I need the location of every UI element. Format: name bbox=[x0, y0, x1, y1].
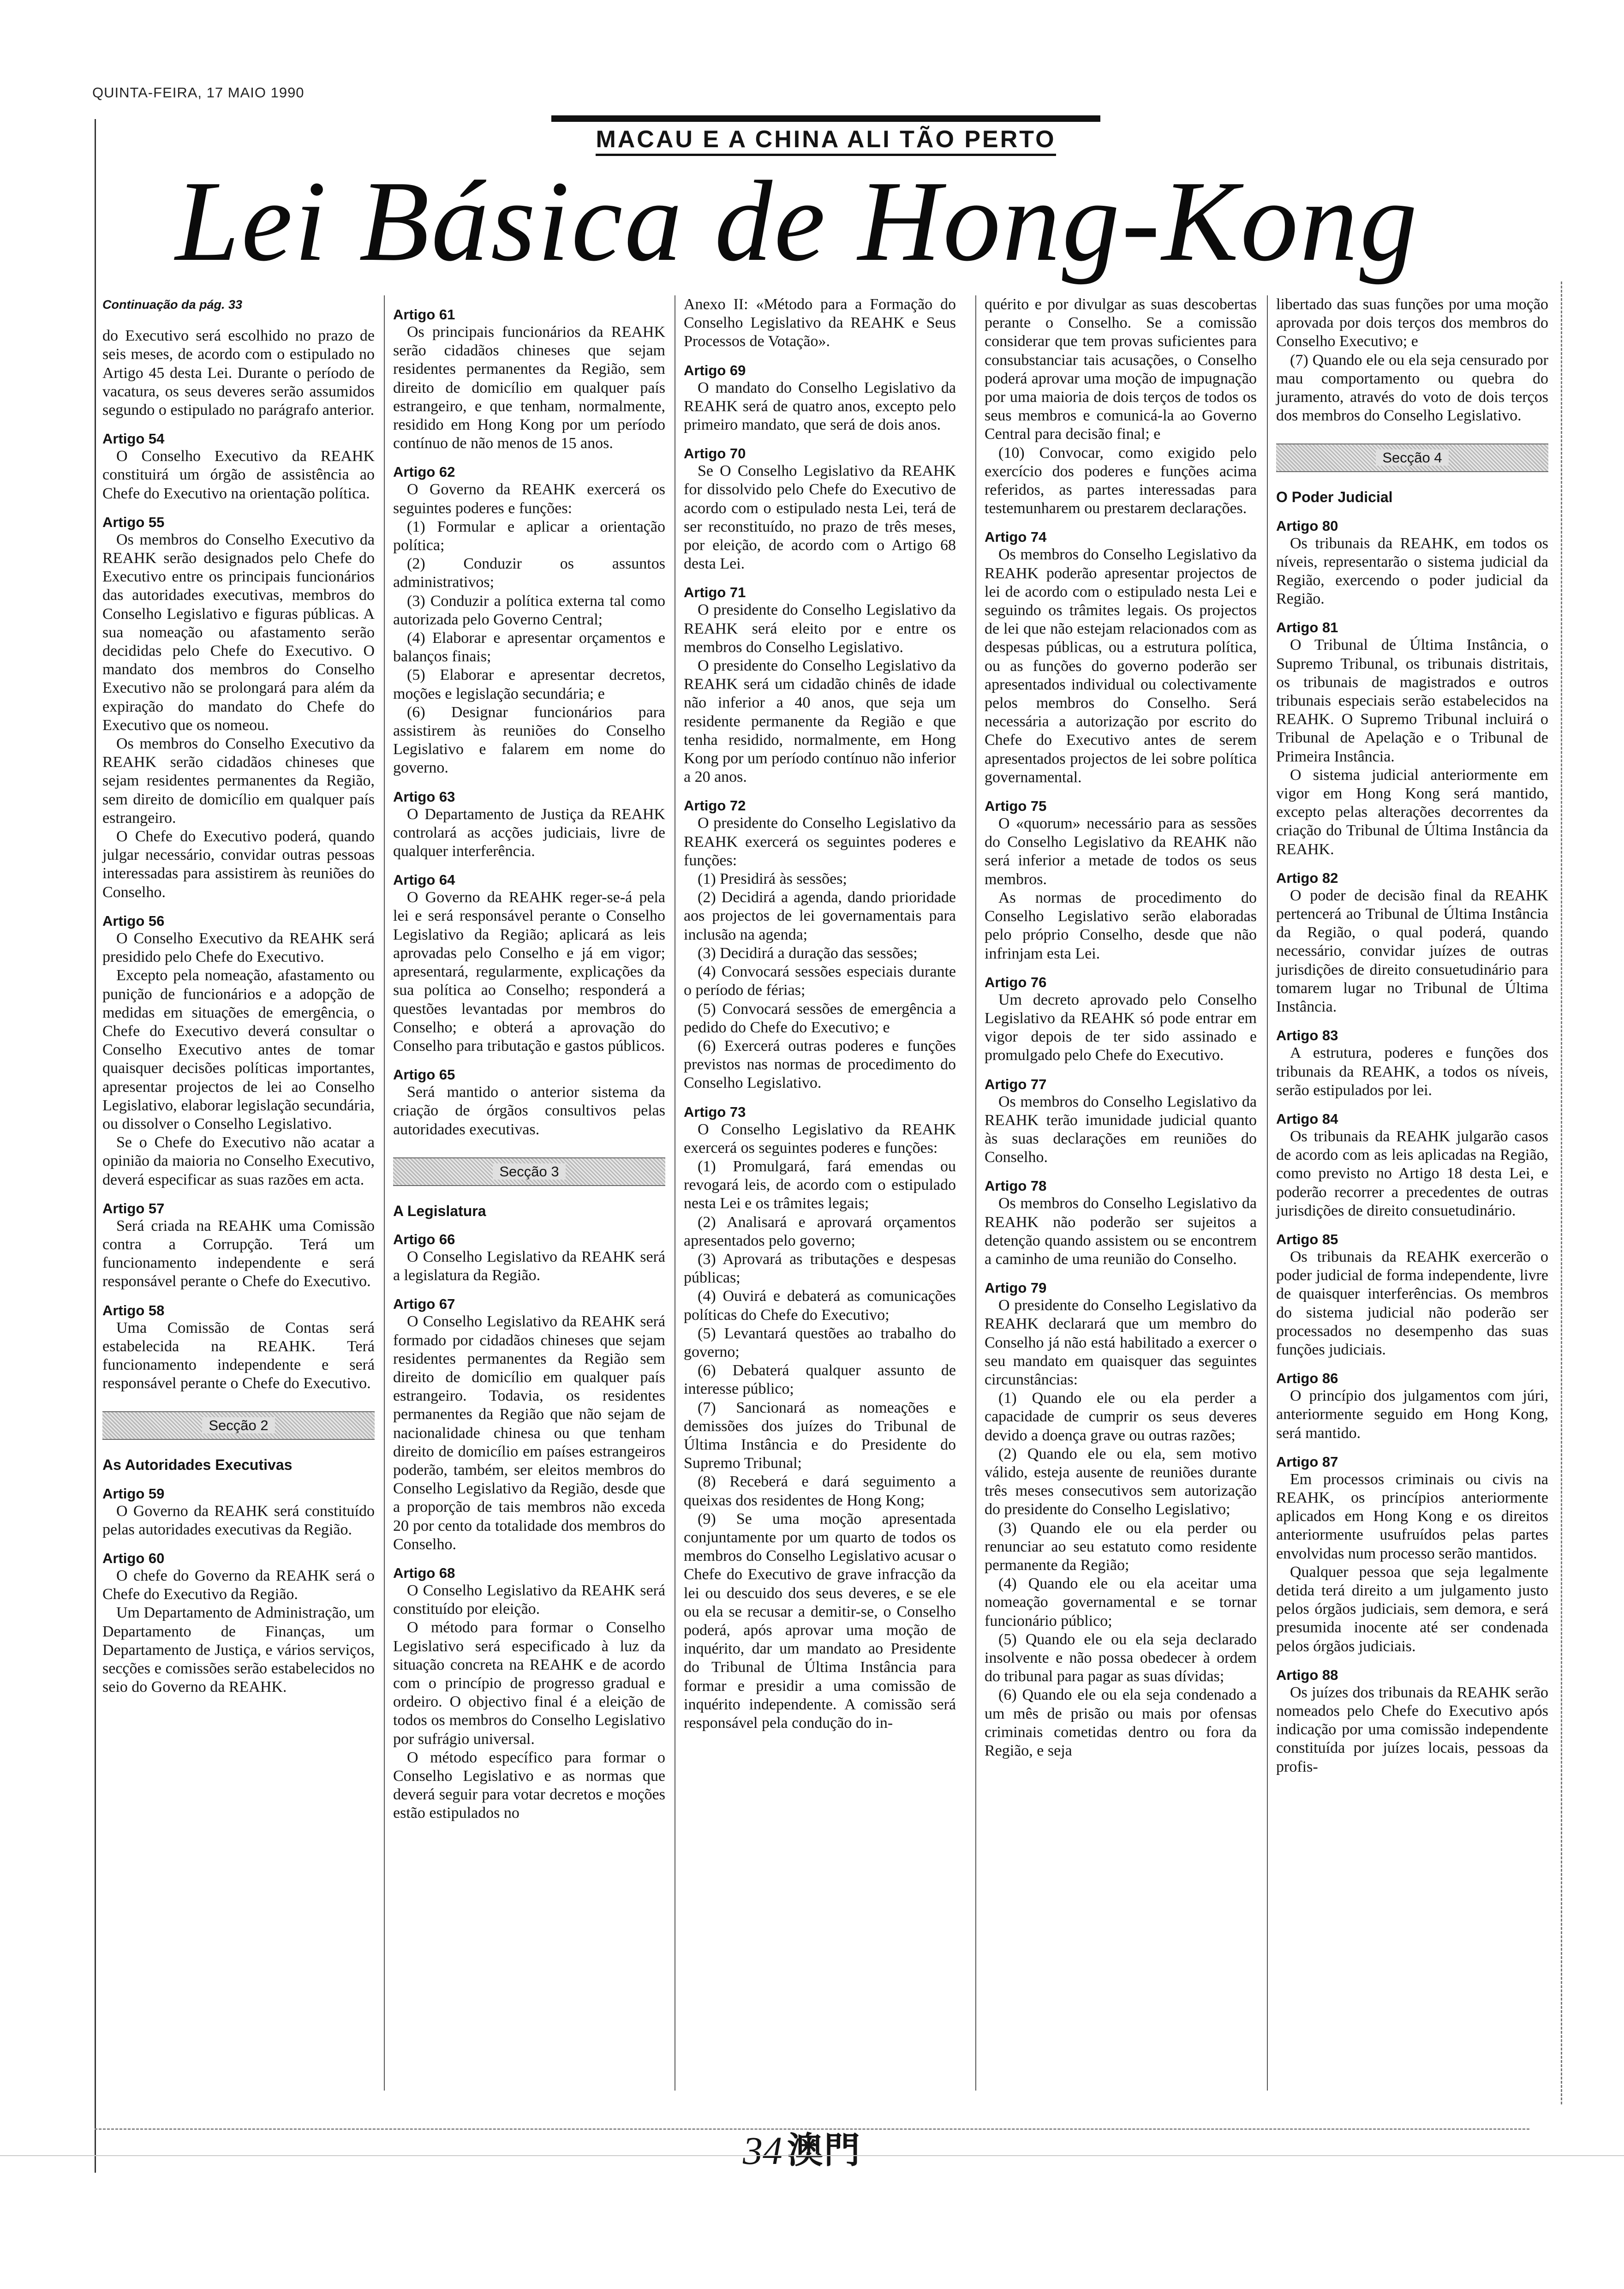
article-heading: Artigo 85 bbox=[1276, 1231, 1338, 1247]
paragraph: Qualquer pessoa que seja legalmente detida terá direito a um julgamento justo pelos órgãos judiciais, sem demora, e será presumida inocente até ser condenada pelos órgãos judiciais. bbox=[1276, 1563, 1548, 1655]
section-banner bbox=[102, 1411, 375, 1440]
paragraph: Uma Comissão de Contas será estabelecida na REAHK. Terá funcionamento independente e será responsável perante o Chefe do Executivo. bbox=[102, 1319, 375, 1392]
paragraph: Os membros do Conselho Executivo da REAHK serão cidadãos chineses que sejam residentes permanentes da Região, sem direito de domicílio em qualquer país estrangeiro. bbox=[102, 735, 375, 827]
article-heading: Artigo 65 bbox=[393, 1067, 455, 1083]
paragraph: Se o Chefe do Executivo não acatar a opinião da maioria no Conselho Executivo, deverá especificar as suas razões em acta. bbox=[102, 1134, 375, 1188]
paragraph: (5) Elaborar e apresentar decretos, moções e legislação secundária; e bbox=[393, 666, 665, 702]
section-title: O Poder Judicial bbox=[1276, 489, 1393, 506]
paragraph: (7) Sancionará as nomeações e demissões dos juízes do Tribunal de Última Instância e do Presidente do Supremo Tribunal; bbox=[684, 1399, 956, 1472]
article-heading: Artigo 74 bbox=[985, 529, 1047, 545]
section-banner bbox=[393, 1157, 665, 1186]
paragraph: (6) Exercerá outras poderes e funções previstos nas normas de procedimento do Conselho Legislativo. bbox=[684, 1037, 956, 1092]
article-heading: Artigo 72 bbox=[684, 797, 746, 814]
paragraph: quérito e por divulgar as suas descobertas perante o Conselho. Se a comissão considerar que tem provas suficientes para consubstanciar tais acusações, o Conselho poderá aprovar uma moção de impugnação por uma maioria de dois terços de todos os seus membros e comunicá-la ao Governo Central para decisão final; e bbox=[985, 296, 1257, 443]
article-heading: Artigo 62 bbox=[393, 464, 455, 480]
paragraph: (3) Aprovará as tributações e despesas públicas; bbox=[684, 1250, 956, 1287]
paragraph: Se O Conselho Legislativo da REAHK for dissolvido pelo Chefe do Executivo de acordo com o estipulado nesta Lei, terá de ser reconstituído, no prazo de três meses, por eleição, de acordo com o Artigo 68 desta Lei. bbox=[684, 462, 956, 573]
article-heading: Artigo 88 bbox=[1276, 1666, 1338, 1683]
article-heading: Artigo 81 bbox=[1276, 619, 1338, 636]
paragraph: O presidente do Conselho Legislativo da REAHK será um cidadão chinês de idade não inferior a 40 anos, que seja um residente permanente da Região e que tenha residido, normalmente, em Hong Kong por um período contínuo não inferior a 20 anos. bbox=[684, 657, 956, 786]
article-heading: Artigo 83 bbox=[1276, 1027, 1338, 1044]
paragraph: O «quorum» necessário para as sessões do Conselho Legislativo da REAHK não será inferior a metade de todos os seus membros. bbox=[985, 815, 1257, 888]
rubric-bar bbox=[551, 115, 1100, 122]
section-banner-label: Secção 3 bbox=[493, 1163, 565, 1180]
paragraph: (2) Conduzir os assuntos administrativos; bbox=[393, 555, 665, 591]
article-heading: Artigo 58 bbox=[102, 1302, 165, 1318]
paragraph: (1) Quando ele ou ela perder a capacidade de cumprir os seus deveres devido a doença grave ou outras razões; bbox=[985, 1390, 1257, 1444]
paragraph: (6) Designar funcionários para assistirem às reuniões do Conselho Legislativo e falarem em nome do governo. bbox=[393, 703, 665, 777]
article-heading: Artigo 87 bbox=[1276, 1453, 1338, 1470]
headline: Lei Básica de Hong-Kong bbox=[175, 157, 1419, 285]
paragraph: Os membros do Conselho Legislativo da REAHK poderão apresentar projectos de lei de acordo com o estipulado nesta Lei e seguindo os trâmites legais. Os projectos de lei que não estejam relacionados com as despesas públicas, ou a estrutura política, ou as funções do governo poderão ser apresentados individual ou colectivamente pelos membros do Conselho. Será necessária a autorização por escrito do Chefe do Executivo antes de serem apresentados projectos de lei sobre política governamental. bbox=[985, 546, 1257, 786]
paragraph: (3) Quando ele ou ela perder ou renunciar ao seu estatuto como residente permanente da Região; bbox=[985, 1519, 1257, 1574]
paragraph: (5) Convocará sessões de emergência a pedido do Chefe do Executivo; e bbox=[684, 1000, 956, 1036]
article-heading: Artigo 77 bbox=[985, 1076, 1047, 1092]
column-rule bbox=[384, 295, 385, 2091]
section-banner-label: Secção 4 bbox=[1376, 449, 1448, 466]
article-heading: Artigo 56 bbox=[102, 912, 165, 929]
paragraph: (1) Presidirá às sessões; bbox=[698, 870, 847, 888]
paragraph: O presidente do Conselho Legislativo da REAHK será eleito por e entre os membros do Conselho Legislativo. bbox=[684, 601, 956, 656]
article-heading: Artigo 73 bbox=[684, 1103, 746, 1120]
text-column-2 bbox=[393, 295, 665, 1823]
section-banner bbox=[1276, 443, 1548, 472]
paragraph: O Conselho Legislativo da REAHK será formado por cidadãos chineses que sejam residentes permanentes da Região sem direito de domicílio em qualquer país estrangeiro. Todavia, os residentes permanentes da Região que não sejam de nacionalidade chinesa ou que tenham direito de domicílio em países estrangeiros poderão, também, ser eleitos membros do Conselho Legislativo da Região, desde que a proporção de tais membros não exceda 20 por cento da totalidade dos membros do Conselho. bbox=[393, 1313, 665, 1553]
section-rubric-text: MACAU E A CHINA ALI TÃO PERTO bbox=[596, 126, 1056, 156]
paragraph: O Governo da REAHK será constituído pelas autoridades executivas da Região. bbox=[102, 1502, 375, 1538]
masthead-logo: 澳門 bbox=[787, 2130, 861, 2171]
paragraph: Os tribunais da REAHK julgarão casos de acordo com as leis aplicadas na Região, como previsto no Artigo 18 desta Lei, e poderão recorrer a precedentes de outras jurisdições de direito consuetudinário. bbox=[1276, 1127, 1548, 1219]
paragraph: Em processos criminais ou civis na REAHK, os princípios anteriormente aplicados em Hong Kong e os direitos anteriormente usufruídos pelas partes envolvidas num processo serão mantidos. bbox=[1276, 1470, 1548, 1562]
article-heading: Artigo 67 bbox=[393, 1296, 455, 1312]
paragraph: Os membros do Conselho Legislativo da REAHK terão imunidade judicial quanto às suas declarações em reuniões do Conselho. bbox=[985, 1093, 1257, 1166]
text-column-3 bbox=[684, 295, 956, 1732]
section-banner-label: Secção 2 bbox=[202, 1417, 275, 1433]
paragraph: O Tribunal de Última Instância, o Supremo Tribunal, os tribunais distritais, os tribunais de magistrados e outros tribunais especiais serão estabelecidos na REAHK. O Supremo Tribunal incluirá o Tribunal de Apelação e o Tribunal de Primeira Instância. bbox=[1276, 636, 1548, 765]
paragraph: O mandato do Conselho Legislativo da REAHK será de quatro anos, excepto pelo primeiro mandato, que será de dois anos. bbox=[684, 379, 956, 434]
paragraph: O princípio dos julgamentos com júri, anteriormente seguido em Hong Kong, será mantido. bbox=[1276, 1387, 1548, 1442]
paragraph: O Conselho Legislativo da REAHK exercerá os seguintes poderes e funções: bbox=[684, 1121, 956, 1156]
paragraph: O sistema judicial anteriormente em vigor em Hong Kong será mantido, excepto pelas alterações decorrentes da criação do Tribunal de Última Instância da REAHK. bbox=[1276, 766, 1548, 858]
section-rubric bbox=[551, 126, 1100, 153]
article-heading: Artigo 60 bbox=[102, 1550, 165, 1566]
paragraph: do Executivo será escolhido no prazo de seis meses, de acordo com o estipulado no Artigo 45 desta Lei. Durante o período de vacatura, os seus deveres serão assumidos segundo o estipulado no parágrafo anterior. bbox=[102, 327, 375, 419]
article-heading: Artigo 57 bbox=[102, 1200, 165, 1216]
paragraph: O Conselho Executivo da REAHK será presidido pelo Chefe do Executivo. bbox=[102, 929, 375, 966]
article-heading: Artigo 70 bbox=[684, 445, 746, 462]
paragraph: (4) Elaborar e apresentar orçamentos e balanços finais; bbox=[393, 629, 665, 665]
paragraph: (9) Se uma moção apresentada conjuntamente por um quarto de todos os membros do Conselho Legislativo acusar o Chefe do Executivo de grave infracção da lei ou descuido dos seus deveres, e se ele ou ela se recusar a demitir-se, o Conselho poderá, após aprovar uma moção de inquérito, dar um mandato ao Presidente do Tribunal de Última Instância para formar e presidir a uma comissão de inquérito independente. A comissão será responsável pela condução do in- bbox=[684, 1510, 956, 1732]
paragraph: Será mantido o anterior sistema da criação de órgãos consultivos pelas autoridades executivas. bbox=[393, 1084, 665, 1138]
paragraph: Anexo II: «Método para a Formação do Conselho Legislativo da REAHK e Seus Processos de Votação». bbox=[684, 296, 956, 350]
article-heading: Artigo 75 bbox=[985, 798, 1047, 815]
paragraph: O Conselho Legislativo da REAHK será a legislatura da Região. bbox=[393, 1248, 665, 1284]
paragraph: (7) Quando ele ou ela seja censurado por mau comportamento ou quebra do juramento, através do voto de dois terços dos membros do Conselho Legislativo. bbox=[1276, 351, 1548, 425]
paragraph: Os membros do Conselho Executivo da REAHK serão designados pelo Chefe do Executivo entre os principais funcionários das autoridades executivas, membros do Conselho Legislativo e figuras públicas. A sua nomeação ou afastamento serão decididas pelo Chefe do Executivo. O mandato dos membros do Conselho Executivo não se prolongará para além da expiração do mandato do Chefe do Executivo que os nomeou. bbox=[102, 531, 375, 734]
paragraph: O Conselho Executivo da REAHK constituirá um órgão de assistência ao Chefe do Executivo na orientação política. bbox=[102, 448, 375, 502]
paragraph: (6) Debaterá qualquer assunto de interesse público; bbox=[684, 1362, 956, 1398]
text-column-5 bbox=[1276, 295, 1548, 1776]
article-heading: Artigo 80 bbox=[1276, 517, 1338, 534]
section-title: A Legislatura bbox=[393, 1202, 486, 1219]
paragraph: (6) Quando ele ou ela seja condenado a um mês de prisão ou mais por ofensas criminais cometidas dentro ou fora da Região, e seja bbox=[985, 1686, 1257, 1760]
paragraph: O método para formar o Conselho Legislativo será especificado à luz da situação concreta na REAHK e de acordo com o princípio de progresso gradual e ordeiro. O objectivo final é a eleição de todos os membros do Conselho Legislativo por sufrágio universal. bbox=[393, 1619, 665, 1748]
paragraph: A estrutura, poderes e funções dos tribunais da REAHK, a todos os níveis, serão estipulados por lei. bbox=[1276, 1044, 1548, 1099]
paragraph: Um decreto aprovado pelo Conselho Legislativo da REAHK só pode entrar em vigor depois de ter sido assinado e promulgado pelo Chefe do Executivo. bbox=[985, 991, 1257, 1064]
paragraph: Os juízes dos tribunais da REAHK serão nomeados pelo Chefe do Executivo após indicação por uma comissão independente constituída por juízes locais, pessoas da profis- bbox=[1276, 1684, 1548, 1775]
paragraph: (3) Conduzir a política externa tal como autorizada pelo Governo Central; bbox=[393, 592, 665, 628]
paragraph: O método específico para formar o Conselho Legislativo e as normas que deverá seguir para votar decretos e moções estão estipulados no bbox=[393, 1749, 665, 1822]
paragraph: Os membros do Conselho Legislativo da REAHK não poderão ser sujeitos a detenção quando assistem ou se encontrem a caminho de uma reunião do Conselho. bbox=[985, 1195, 1257, 1268]
paragraph: O presidente do Conselho Legislativo da REAHK exercerá os seguintes poderes e funções: bbox=[684, 815, 956, 869]
paragraph: (4) Ouvirá e debaterá as comunicações políticas do Chefe do Executivo; bbox=[684, 1288, 956, 1324]
paragraph: (2) Analisará e aprovará orçamentos apresentados pelo governo; bbox=[684, 1213, 956, 1249]
paragraph: O Governo da REAHK exercerá os seguintes poderes e funções: bbox=[393, 481, 665, 517]
paragraph: libertado das suas funções por uma moção aprovada por dois terços dos membros do Conselho Executivo; e bbox=[1276, 296, 1548, 350]
paragraph: O Governo da REAHK reger-se-á pela lei e será responsável perante o Conselho Legislativo da Região; aplicará as leis aprovadas pelo Conselho e já em vigor; apresentará, regularmente, explicações da sua política ao Conselho; responderá a questões levantadas por membros do Conselho; e obterá a aprovação do Conselho para tributação e gastos públicos. bbox=[393, 889, 665, 1055]
text-column-4 bbox=[985, 295, 1257, 1760]
article-heading: Artigo 55 bbox=[102, 514, 165, 530]
dateline: QUINTA-FEIRA, 17 MAIO 1990 bbox=[92, 84, 304, 101]
article-heading: Artigo 63 bbox=[393, 788, 455, 805]
article-heading: Artigo 79 bbox=[985, 1280, 1047, 1296]
section-title: As Autoridades Executivas bbox=[102, 1456, 293, 1474]
column-rule bbox=[1267, 295, 1268, 2091]
paragraph: O chefe do Governo da REAHK será o Chefe do Executivo da Região. bbox=[102, 1567, 375, 1603]
paragraph: Excepto pela nomeação, afastamento ou punição de funcionários e a adopção de medidas em situações de emergência, o Chefe do Executivo deverá consultar o Conselho Executivo antes de tomar quaisquer decisões políticas importantes, apresentar projectos de lei ao Conselho Legislativo, elaborar legislação secundária, ou dissolver o Conselho Legislativo. bbox=[102, 967, 375, 1133]
paragraph: O poder de decisão final da REAHK pertencerá ao Tribunal de Última Instância da Região, o qual poderá, quando necessário, convidar juízes de outras jurisdições de direito consuetudinário para tomarem lugar no Tribunal de Última Instância. bbox=[1276, 887, 1548, 1016]
paragraph: Os tribunais da REAHK exercerão o poder judicial de forma independente, livre de quaisquer interferências. Os membros do sistema judicial não poderão ser processados no desempenho das suas funções judiciais. bbox=[1276, 1248, 1548, 1358]
paragraph: (1) Formular e aplicar a orientação política; bbox=[393, 518, 665, 554]
article-heading: Artigo 84 bbox=[1276, 1110, 1338, 1127]
paragraph: (10) Convocar, como exigido pelo exercício dos poderes e funções acima referidos, as partes interessadas para testemunharem ou prestarem declarações. bbox=[985, 444, 1257, 517]
paragraph: (4) Quando ele ou ela aceitar uma nomeação governamental e se tornar funcionário público; bbox=[985, 1575, 1257, 1630]
page-footer bbox=[743, 2125, 861, 2171]
article-heading: Artigo 54 bbox=[102, 431, 165, 447]
paragraph: Um Departamento de Administração, um Departamento de Finanças, um Departamento de Justiça, e vários serviços, secções e comissões serão estabelecidos no seio do Governo da REAHK. bbox=[102, 1604, 375, 1696]
article-heading: Artigo 59 bbox=[102, 1485, 165, 1502]
paragraph: Será criada na REAHK uma Comissão contra a Corrupção. Terá um funcionamento independente e será responsável perante o Chefe do Executivo. bbox=[102, 1217, 375, 1290]
article-heading: Artigo 71 bbox=[684, 584, 746, 601]
article-heading: Artigo 68 bbox=[393, 1564, 455, 1581]
paragraph: (2) Quando ele ou ela, sem motivo válido, esteja ausente de reuniões durante três meses consecutivos sem autorização do presidente do Conselho Legislativo; bbox=[985, 1445, 1257, 1518]
continuation-note: Continuação da pág. 33 bbox=[102, 298, 243, 312]
paragraph: O Departamento de Justiça da REAHK controlará as acções judiciais, livre de qualquer interferência. bbox=[393, 805, 665, 860]
paragraph: (2) Decidirá a agenda, dando prioridade aos projectos de lei governamentais para inclusão na agenda; bbox=[684, 889, 956, 943]
paragraph: O Conselho Legislativo da REAHK será constituído por eleição. bbox=[393, 1582, 665, 1618]
paragraph: Os tribunais da REAHK, em todos os níveis, representarão o sistema judicial da Região, exercendo o poder judicial da Região. bbox=[1276, 534, 1548, 608]
article-heading: Artigo 82 bbox=[1276, 869, 1338, 886]
scan-edge bbox=[0, 2155, 1624, 2156]
page-number: 34 bbox=[743, 2128, 782, 2173]
paragraph: (5) Quando ele ou ela seja declarado insolvente e não possa obedecer à ordem do tribunal para pagar as suas dívidas; bbox=[985, 1630, 1257, 1685]
paragraph: O presidente do Conselho Legislativo da REAHK declarará que um membro do Conselho já não está habilitado a exercer o seu mandato em quaisquer das seguintes circunstâncias: bbox=[985, 1297, 1257, 1388]
article-heading: Artigo 86 bbox=[1276, 1370, 1338, 1387]
paragraph: O Chefe do Executivo poderá, quando julgar necessário, convidar outras pessoas interessadas para assistirem às reuniões do Conselho. bbox=[102, 828, 375, 901]
right-margin-rule bbox=[1561, 282, 1562, 2104]
paragraph: (4) Convocará sessões especiais durante o período de férias; bbox=[684, 963, 956, 999]
paragraph: (3) Decidirá a duração das sessões; bbox=[698, 944, 918, 962]
paragraph: As normas de procedimento do Conselho Legislativo serão elaboradas pelo próprio Conselho, desde que não infrinjam esta Lei. bbox=[985, 889, 1257, 962]
text-column-1 bbox=[102, 295, 375, 1696]
article-heading: Artigo 78 bbox=[985, 1178, 1047, 1194]
paragraph: (8) Receberá e dará seguimento a queixas dos residentes de Hong Kong; bbox=[684, 1473, 956, 1509]
paragraph: (1) Promulgará, fará emendas ou revogará leis, de acordo com o estipulado nesta Lei e os trâmites legais; bbox=[684, 1157, 956, 1212]
paragraph: Os principais funcionários da REAHK serão cidadãos chineses que sejam residentes permanentes da Região, sem direito de domicílio em qualquer país estrangeiro, e que tenham, normalmente, residido em Hong Kong por um período contínuo de não menos de 15 anos. bbox=[393, 324, 665, 452]
article-heading: Artigo 76 bbox=[985, 974, 1047, 990]
paragraph: (5) Levantará questões ao trabalho do governo; bbox=[684, 1324, 956, 1360]
article-heading: Artigo 66 bbox=[393, 1231, 455, 1247]
column-rule bbox=[975, 295, 976, 2091]
article-heading: Artigo 61 bbox=[393, 306, 455, 323]
article-heading: Artigo 64 bbox=[393, 872, 455, 888]
article-heading: Artigo 69 bbox=[684, 362, 746, 378]
